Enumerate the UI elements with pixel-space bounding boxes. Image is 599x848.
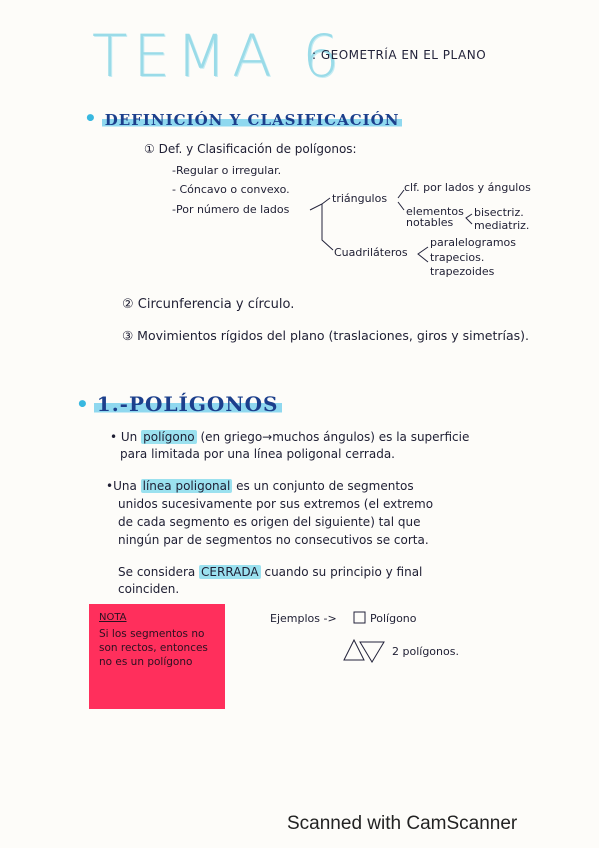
node-elementos-notables: elementos notables [406, 205, 464, 229]
highlight-cerrada: CERRADA [201, 565, 259, 579]
example-poligono: Polígono [370, 612, 417, 625]
section-heading-text: 1.-POLÍGONOS [94, 392, 282, 416]
note-sticky [89, 604, 225, 709]
camscanner-watermark: Scanned with CamScanner [287, 813, 518, 834]
page-title: TEMA 6 [92, 22, 346, 90]
para-poligono-line2: para limitada por una línea poligonal cerrada. [120, 447, 395, 461]
section-heading-poligonos [76, 392, 282, 416]
node-clf-lados-angulos: clf. por lados y ángulos [404, 181, 531, 194]
example-dos-poligonos: 2 polígonos. [392, 645, 459, 658]
section-heading-text: DEFINICIÓN Y CLASIFICACIÓN [102, 111, 403, 129]
node-mediatriz: mediatriz. [474, 219, 530, 232]
para-text: es un conjunto de segmentos [232, 479, 414, 493]
item-circunferencia: ② Circunferencia y círculo. [122, 297, 295, 312]
para-linea-line3: de cada segmento es origen del siguiente) tal que [118, 515, 421, 529]
page-subtitle: : GEOMETRÍA EN EL PLANO [312, 48, 487, 62]
node-trapezoides: trapezoides [430, 265, 495, 278]
item-movimientos: ③ Movimientos rígidos del plano (traslaciones, giros y simetrías). [122, 328, 530, 343]
highlight-poligono: polígono [143, 430, 195, 444]
para-text: (en griego→muchos ángulos) es la superficie [196, 430, 470, 444]
node-triangulos: triángulos [332, 192, 388, 205]
bullet-dot-icon: • [76, 392, 90, 416]
node-paralelogramos: paralelogramos [430, 236, 517, 249]
node-trapecios: trapecios. [430, 251, 485, 264]
highlight-linea-poligonal: línea poligonal [142, 479, 231, 493]
square-polygon-icon [352, 610, 368, 626]
para-cerrada-line2: coinciden. [118, 582, 180, 596]
item-def-clasificacion: ① Def. y Clasificación de polígonos: [144, 142, 357, 156]
para-linea-line1 [106, 479, 414, 493]
para-text: •Una [106, 479, 141, 493]
para-text: • Un [110, 430, 142, 444]
bullet-concavo: - Cóncavo o convexo. [172, 183, 290, 196]
node-bisectriz: bisectriz. [474, 206, 524, 219]
examples-label: Ejemplos -> [270, 612, 337, 625]
note-body: Si los segmentos no son rectos, entonces no es un polígono [99, 628, 208, 668]
bullet-numero-lados: -Por número de lados [172, 203, 290, 216]
para-poligono-line1 [110, 430, 469, 444]
two-triangles-polygon-icon [340, 636, 390, 666]
classification-tree-lines [0, 0, 599, 300]
para-linea-line4: ningún par de segmentos no consecutivos se corta. [118, 533, 429, 547]
para-cerrada-line1 [118, 565, 422, 579]
bullet-regular: -Regular o irregular. [172, 164, 282, 177]
note-title: NOTA [99, 612, 127, 623]
para-text: Se considera [118, 565, 200, 579]
para-text: cuando su principio y final [260, 565, 423, 579]
para-linea-line2: unidos sucesivamente por sus extremos (el extremo [118, 497, 434, 511]
bullet-dot-icon: • [84, 106, 98, 130]
node-cuadrilateros: Cuadriláteros [334, 246, 408, 259]
